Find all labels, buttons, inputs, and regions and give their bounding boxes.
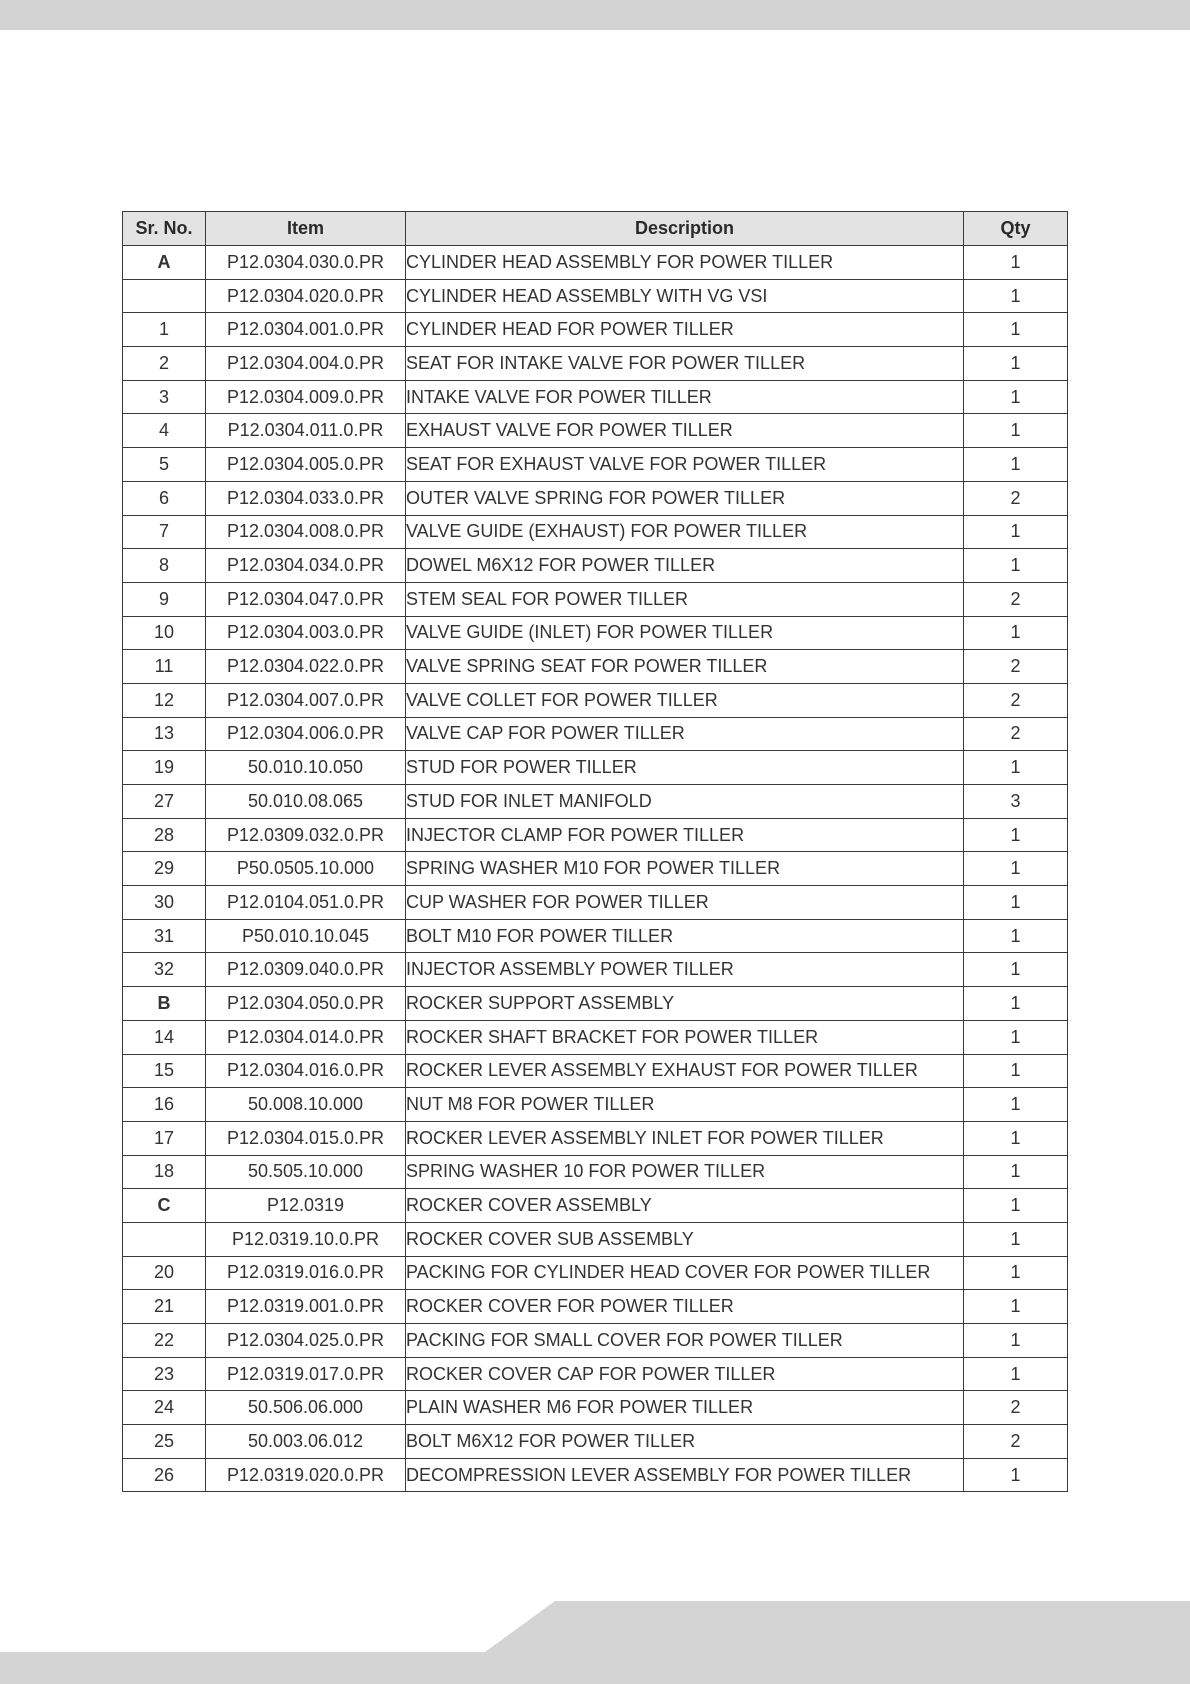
table-row — [123, 852, 1068, 886]
table-row — [123, 1054, 1068, 1088]
cell-sr-no: 28 — [123, 818, 206, 852]
cell-qty: 1 — [964, 380, 1068, 414]
cell-description: EXHAUST VALVE FOR POWER TILLER — [406, 414, 964, 448]
cell-qty: 1 — [964, 852, 1068, 886]
cell-item-code: P12.0319.016.0.PR — [206, 1256, 406, 1290]
cell-description: INJECTOR CLAMP FOR POWER TILLER — [406, 818, 964, 852]
cell-sr-no: 27 — [123, 785, 206, 819]
cell-item-code: P12.0304.001.0.PR — [206, 313, 406, 347]
cell-description: BOLT M10 FOR POWER TILLER — [406, 919, 964, 953]
footer-tab-shape — [485, 1601, 1190, 1652]
cell-qty: 1 — [964, 515, 1068, 549]
cell-description: INTAKE VALVE FOR POWER TILLER — [406, 380, 964, 414]
cell-description: ROCKER LEVER ASSEMBLY INLET FOR POWER TILLER — [406, 1121, 964, 1155]
cell-description: PACKING FOR SMALL COVER FOR POWER TILLER — [406, 1324, 964, 1358]
cell-qty: 1 — [964, 953, 1068, 987]
cell-qty: 1 — [964, 1222, 1068, 1256]
cell-sr-no: 21 — [123, 1290, 206, 1324]
cell-qty: 1 — [964, 1290, 1068, 1324]
cell-item-code: P12.0304.007.0.PR — [206, 683, 406, 717]
cell-qty: 1 — [964, 1324, 1068, 1358]
cell-item-code: P12.0304.047.0.PR — [206, 582, 406, 616]
cell-qty: 1 — [964, 886, 1068, 920]
cell-sr-no: 17 — [123, 1121, 206, 1155]
cell-qty: 2 — [964, 1425, 1068, 1459]
cell-item-code: P12.0304.025.0.PR — [206, 1324, 406, 1358]
cell-item-code: P12.0304.034.0.PR — [206, 549, 406, 583]
cell-sr-no: B — [123, 987, 206, 1021]
table-row — [123, 751, 1068, 785]
cell-qty: 2 — [964, 717, 1068, 751]
cell-sr-no: 30 — [123, 886, 206, 920]
cell-description: DOWEL M6X12 FOR POWER TILLER — [406, 549, 964, 583]
table-row — [123, 414, 1068, 448]
cell-item-code: P12.0319.10.0.PR — [206, 1222, 406, 1256]
cell-qty: 1 — [964, 279, 1068, 313]
table-row — [123, 549, 1068, 583]
header-item: Item — [206, 212, 406, 246]
cell-sr-no: 8 — [123, 549, 206, 583]
cell-description: PACKING FOR CYLINDER HEAD COVER FOR POWER TILLER — [406, 1256, 964, 1290]
cell-item-code: P12.0304.033.0.PR — [206, 481, 406, 515]
cell-item-code: P12.0304.014.0.PR — [206, 1020, 406, 1054]
cell-sr-no: 2 — [123, 347, 206, 381]
cell-item-code: P12.0309.032.0.PR — [206, 818, 406, 852]
cell-description: VALVE GUIDE (EXHAUST) FOR POWER TILLER — [406, 515, 964, 549]
cell-sr-no: C — [123, 1189, 206, 1223]
cell-sr-no: 15 — [123, 1054, 206, 1088]
cell-sr-no: 22 — [123, 1324, 206, 1358]
table-row — [123, 1425, 1068, 1459]
cell-item-code: 50.008.10.000 — [206, 1088, 406, 1122]
table-row — [123, 1088, 1068, 1122]
cell-qty: 1 — [964, 1020, 1068, 1054]
cell-qty: 1 — [964, 1458, 1068, 1492]
cell-qty: 1 — [964, 448, 1068, 482]
cell-description: ROCKER COVER ASSEMBLY — [406, 1189, 964, 1223]
cell-sr-no: 14 — [123, 1020, 206, 1054]
table-row — [123, 347, 1068, 381]
cell-qty: 1 — [964, 616, 1068, 650]
table-row — [123, 1121, 1068, 1155]
cell-sr-no — [123, 279, 206, 313]
cell-description: VALVE CAP FOR POWER TILLER — [406, 717, 964, 751]
cell-item-code: P12.0309.040.0.PR — [206, 953, 406, 987]
cell-item-code: 50.506.06.000 — [206, 1391, 406, 1425]
cell-sr-no: 23 — [123, 1357, 206, 1391]
cell-description: SEAT FOR INTAKE VALVE FOR POWER TILLER — [406, 347, 964, 381]
cell-description: ROCKER COVER CAP FOR POWER TILLER — [406, 1357, 964, 1391]
cell-sr-no: 29 — [123, 852, 206, 886]
table-row — [123, 650, 1068, 684]
cell-item-code: P12.0304.008.0.PR — [206, 515, 406, 549]
cell-qty: 1 — [964, 1155, 1068, 1189]
header-qty: Qty — [964, 212, 1068, 246]
cell-description: VALVE COLLET FOR POWER TILLER — [406, 683, 964, 717]
table-body — [123, 246, 1068, 1492]
cell-description: NUT M8 FOR POWER TILLER — [406, 1088, 964, 1122]
cell-item-code: P12.0304.050.0.PR — [206, 987, 406, 1021]
table-row — [123, 515, 1068, 549]
bottom-footer-band — [0, 1652, 1190, 1684]
table-row — [123, 1324, 1068, 1358]
cell-item-code: P12.0304.022.0.PR — [206, 650, 406, 684]
cell-qty: 1 — [964, 987, 1068, 1021]
cell-qty: 1 — [964, 751, 1068, 785]
cell-qty: 1 — [964, 1256, 1068, 1290]
cell-description: STEM SEAL FOR POWER TILLER — [406, 582, 964, 616]
cell-item-code: P12.0304.030.0.PR — [206, 246, 406, 280]
cell-item-code: P12.0304.004.0.PR — [206, 347, 406, 381]
cell-item-code: P12.0319 — [206, 1189, 406, 1223]
cell-item-code: P12.0304.011.0.PR — [206, 414, 406, 448]
cell-sr-no: 26 — [123, 1458, 206, 1492]
cell-description: VALVE SPRING SEAT FOR POWER TILLER — [406, 650, 964, 684]
cell-sr-no: 11 — [123, 650, 206, 684]
cell-sr-no: 6 — [123, 481, 206, 515]
cell-description: ROCKER SHAFT BRACKET FOR POWER TILLER — [406, 1020, 964, 1054]
cell-item-code: 50.010.10.050 — [206, 751, 406, 785]
cell-description: STUD FOR POWER TILLER — [406, 751, 964, 785]
cell-sr-no: 31 — [123, 919, 206, 953]
top-header-band — [0, 0, 1190, 30]
cell-description: OUTER VALVE SPRING FOR POWER TILLER — [406, 481, 964, 515]
cell-description: PLAIN WASHER M6 FOR POWER TILLER — [406, 1391, 964, 1425]
cell-description: CYLINDER HEAD FOR POWER TILLER — [406, 313, 964, 347]
cell-item-code: P12.0304.015.0.PR — [206, 1121, 406, 1155]
cell-item-code: 50.505.10.000 — [206, 1155, 406, 1189]
cell-sr-no: 7 — [123, 515, 206, 549]
cell-item-code: P12.0319.020.0.PR — [206, 1458, 406, 1492]
cell-qty: 2 — [964, 582, 1068, 616]
cell-sr-no: 9 — [123, 582, 206, 616]
cell-item-code: P50.010.10.045 — [206, 919, 406, 953]
table-row — [123, 448, 1068, 482]
cell-description: CUP WASHER FOR POWER TILLER — [406, 886, 964, 920]
table-row — [123, 886, 1068, 920]
cell-qty: 1 — [964, 818, 1068, 852]
cell-description: VALVE GUIDE (INLET) FOR POWER TILLER — [406, 616, 964, 650]
cell-sr-no: 10 — [123, 616, 206, 650]
table-row — [123, 313, 1068, 347]
table-row — [123, 481, 1068, 515]
cell-qty: 1 — [964, 414, 1068, 448]
cell-sr-no: 4 — [123, 414, 206, 448]
cell-qty: 2 — [964, 650, 1068, 684]
table-row — [123, 1391, 1068, 1425]
cell-sr-no — [123, 1222, 206, 1256]
cell-sr-no: 18 — [123, 1155, 206, 1189]
header-sr-no: Sr. No. — [123, 212, 206, 246]
cell-qty: 1 — [964, 347, 1068, 381]
cell-sr-no: 16 — [123, 1088, 206, 1122]
cell-item-code: P12.0304.005.0.PR — [206, 448, 406, 482]
cell-description: CYLINDER HEAD ASSEMBLY FOR POWER TILLER — [406, 246, 964, 280]
cell-qty: 1 — [964, 1054, 1068, 1088]
cell-qty: 2 — [964, 1391, 1068, 1425]
table-header — [123, 212, 1068, 246]
cell-description: DECOMPRESSION LEVER ASSEMBLY FOR POWER TILLER — [406, 1458, 964, 1492]
cell-item-code: P12.0304.003.0.PR — [206, 616, 406, 650]
cell-sr-no: 32 — [123, 953, 206, 987]
table-row — [123, 1155, 1068, 1189]
cell-qty: 1 — [964, 246, 1068, 280]
cell-qty: 1 — [964, 1357, 1068, 1391]
table-row — [123, 1189, 1068, 1223]
cell-description: STUD FOR INLET MANIFOLD — [406, 785, 964, 819]
cell-item-code: P12.0104.051.0.PR — [206, 886, 406, 920]
table-row — [123, 1357, 1068, 1391]
table-row — [123, 1256, 1068, 1290]
table-row — [123, 987, 1068, 1021]
cell-description: INJECTOR ASSEMBLY POWER TILLER — [406, 953, 964, 987]
table-row — [123, 616, 1068, 650]
table-row — [123, 717, 1068, 751]
cell-sr-no: A — [123, 246, 206, 280]
cell-sr-no: 5 — [123, 448, 206, 482]
parts-list-table — [122, 211, 1068, 1492]
cell-item-code: P12.0304.006.0.PR — [206, 717, 406, 751]
table-row — [123, 818, 1068, 852]
cell-qty: 1 — [964, 1121, 1068, 1155]
header-row — [123, 212, 1068, 246]
cell-description: CYLINDER HEAD ASSEMBLY WITH VG VSI — [406, 279, 964, 313]
cell-description: SEAT FOR EXHAUST VALVE FOR POWER TILLER — [406, 448, 964, 482]
cell-description: ROCKER SUPPORT ASSEMBLY — [406, 987, 964, 1021]
table-row — [123, 1020, 1068, 1054]
cell-sr-no: 25 — [123, 1425, 206, 1459]
table-row — [123, 953, 1068, 987]
cell-description: SPRING WASHER 10 FOR POWER TILLER — [406, 1155, 964, 1189]
cell-sr-no: 24 — [123, 1391, 206, 1425]
table-row — [123, 380, 1068, 414]
table-row — [123, 246, 1068, 280]
cell-item-code: P12.0304.016.0.PR — [206, 1054, 406, 1088]
cell-item-code: P50.0505.10.000 — [206, 852, 406, 886]
cell-item-code: P12.0319.001.0.PR — [206, 1290, 406, 1324]
cell-sr-no: 13 — [123, 717, 206, 751]
cell-item-code: P12.0319.017.0.PR — [206, 1357, 406, 1391]
table-row — [123, 1458, 1068, 1492]
cell-description: ROCKER LEVER ASSEMBLY EXHAUST FOR POWER TILLER — [406, 1054, 964, 1088]
cell-description: SPRING WASHER M10 FOR POWER TILLER — [406, 852, 964, 886]
cell-item-code: 50.010.08.065 — [206, 785, 406, 819]
cell-item-code: P12.0304.020.0.PR — [206, 279, 406, 313]
cell-sr-no: 20 — [123, 1256, 206, 1290]
table-row — [123, 1290, 1068, 1324]
cell-qty: 2 — [964, 683, 1068, 717]
table-row — [123, 683, 1068, 717]
header-description: Description — [406, 212, 964, 246]
cell-qty: 3 — [964, 785, 1068, 819]
table-row — [123, 1222, 1068, 1256]
cell-qty: 2 — [964, 481, 1068, 515]
table-row — [123, 279, 1068, 313]
cell-qty: 1 — [964, 313, 1068, 347]
cell-qty: 1 — [964, 549, 1068, 583]
cell-sr-no: 1 — [123, 313, 206, 347]
cell-qty: 1 — [964, 1189, 1068, 1223]
cell-qty: 1 — [964, 1088, 1068, 1122]
cell-description: ROCKER COVER SUB ASSEMBLY — [406, 1222, 964, 1256]
cell-sr-no: 3 — [123, 380, 206, 414]
cell-qty: 1 — [964, 919, 1068, 953]
cell-sr-no: 19 — [123, 751, 206, 785]
cell-item-code: 50.003.06.012 — [206, 1425, 406, 1459]
cell-sr-no: 12 — [123, 683, 206, 717]
cell-description: ROCKER COVER FOR POWER TILLER — [406, 1290, 964, 1324]
cell-description: BOLT M6X12 FOR POWER TILLER — [406, 1425, 964, 1459]
table-row — [123, 919, 1068, 953]
table-row — [123, 785, 1068, 819]
cell-item-code: P12.0304.009.0.PR — [206, 380, 406, 414]
table-row — [123, 582, 1068, 616]
